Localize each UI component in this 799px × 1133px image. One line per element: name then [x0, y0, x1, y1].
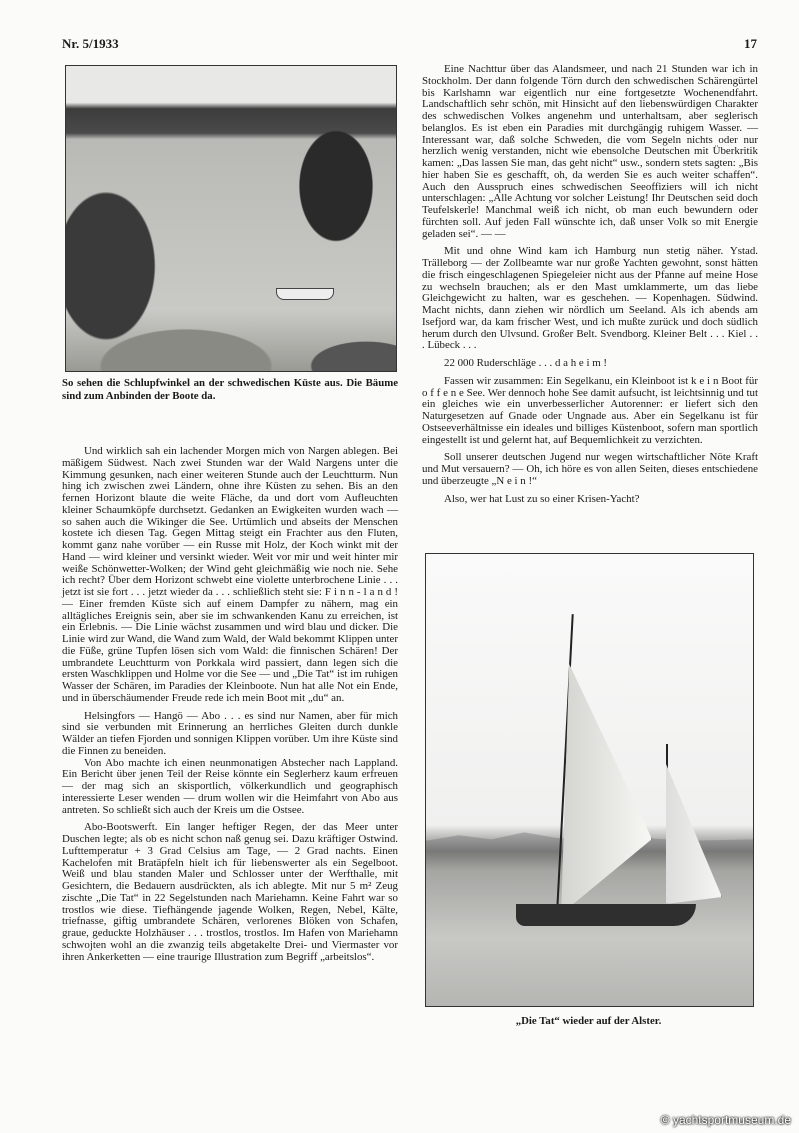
paragraph: Von Abo machte ich einen neunmonatigen Abstecher nach Lappland. Ein Bericht über jenen Teil der Reise könnte ein Seglerherz kaum erfreuen — der mag sich an skisportlich, völkerkundlich und geographisch interessierte Leser wenden — drum wollen wir die Heimfahrt von Abo aus antreten. So schließt sich auch der Kreis um die Ostsee.	[62, 756, 398, 816]
photo-caption-alster: „Die Tat“ wieder auf der Alster.	[515, 1015, 662, 1027]
mizzen-sail	[666, 764, 722, 904]
paragraph: Helsingfors — Hangö — Abo . . . es sind nur Namen, aber für mich sind sie verbunden mit Erinnerung an herrliches Gleiten durch dunkle Wälder an tiefen Fjorden und sonnigen Klippen vorüber. Um ihre Küste sind die Finnen zu beneiden.	[62, 709, 398, 757]
canoe-hull	[516, 904, 696, 926]
paragraph: Also, wer hat Lust zu so einer Krisen-Yacht?	[444, 492, 640, 505]
left-column	[62, 446, 398, 969]
photo-sailing-canoe	[425, 553, 754, 1007]
issue-number: Nr. 5/1933	[62, 36, 119, 51]
moored-boat	[276, 288, 334, 300]
watermark: © yachtsportmuseum.de	[660, 1113, 791, 1127]
photo-swedish-coast	[65, 65, 397, 372]
right-column	[422, 64, 758, 511]
paragraph: 22 000 Ruderschläge . . . d a h e i m !	[444, 357, 608, 369]
paragraph: Abo-Bootswerft. Ein langer heftiger Regen, der das Meer unter Duschen legte; als ob es nicht schon naß genug sei. Dazu kräftiger Ostwind. Lufttemperatur + 3 Grad Celsius am Tage, — 2 Grad nachts. Einen Kachelofen mit Bratäpfeln hielt ich für liebenswerter als ein Segelboot. Weiß und blau standen Maler und Schlosser unter der Werfthalle, mit Gesichtern, die Bedauern ausdrückten, als ich ablegte. Mit nur 5 m² Zeug zischte „Die Tat“ in 22 Segelstunden nach Mariehamn. Keine Fahrt war so trostlos wie diese. Tiefhängende jagende Wolken, Regen, Nebel, Kälte, triefnasse, giftig umbrandete Schären, verlorenes Blöken von Schafen, graue, geduckte Holzhäuser . . . trostlos, trostlos. Im Hafen von Mariehamn schwojten wohl an die zwanzig teils abgetakelte Drei- und Viermaster vor ihren Ankerketten — eine traurige Illustration zum Begriff „arbeitslos“.	[62, 821, 398, 963]
paragraph: Soll unserer deutschen Jugend nur wegen wirtschaftlicher Nöte Kraft und Mut versauern? — Oh, ich höre es von allen Seiten, dieses entschiedene und überzeugte „N e i n !“	[422, 451, 758, 487]
paragraph: Fassen wir zusammen: Ein Segelkanu, ein Kleinboot ist k e i n Boot für o f f e n e See. Wer dennoch hohe See damit aufsucht, ist leichtsinnig und tut ein gleiches wie ein unverbesserlicher Autorenner: er liefert sich den Naturgesetzen auf Gnade oder Ungnade aus. Aber ein Segelkanu ist für Ostseeverhältnisse ein ideales und billiges Küstenboot, sofern man sportlich eingestellt ist und gelernt hat, auf Bequemlichkeit zu verzichten.	[422, 374, 758, 446]
paragraph: Und wirklich sah ein lachender Morgen mich von Nargen ablegen. Bei mäßigem Südwest. Nach zwei Stunden war der Wald Nargens unter die Kimmung gesunken, nach einer weiteren Stunde auch der Leuchtturm. Nun hing ich zwischen zwei Ländern, ohne ihre Küsten zu sehen. Bis an den fernen Horizont blaute die weite Fläche, da und dort vom Aufleuchten kleiner Schaumköpfe durchsetzt. Gedanken an Ewigkeiten wurden wach — so sahen auch die Wikinger die See. Urtümlich und abseits der Menschen kostete ich diesen Tag. Gegen Mittag steigt ein Frachter aus den Fluten, kommt ganz nahe vorüber — ein Russe mit Holz, der Koch winkt mit der Hand — wird kleiner und versinkt wieder. Weit vor mir und weit hinter mir weiße Schönwetter-Wolken; der Wind geht gleichmäßig wie noch nie. Sehe ich recht? Über dem Horizont schwebt eine violette unterbrochene Linie . . . jetzt ist sie fort . . . jetzt wieder da . . . schließlich steht sie: F i n n - l a n d ! — Einer fremden Küste sich auf einem Dampfer zu nähern, mag ein alltägliches Ereignis sein, aber sie im schwankenden Kanu zu erreichen, ist ein Erlebnis. — Die Linie wächst zusammen und wird blau und dicker. Die Linie wird zur Wand, die Wand zum Wald, der Wald bekommt Klippen unter die Füße, grüne Tupfen lösen sich vom Wald: die finnischen Schären! Der umbrandete Leuchtturm von Porkkala wird passiert, dann legen sich die ersten Waschklippen und Holme vor die See — und „Die Tat“ ist im ruhigen Wasser der Schären, im Paradies der Kleinboote. Nun hat alle Not ein Ende, und in überschäumender Freude rede ich mein Boot mit „du“ an.	[62, 445, 398, 704]
page-number: 17	[744, 36, 757, 51]
paragraph: Mit und ohne Wind kam ich Hamburg nun stetig näher. Ystad. Trälleborg — der Zollbeamte war nur große Yachten gewohnt, sonst hätten die frisch eingeschlagenen Spiegeleier nicht aus der Pfanne auf meine Hose zu wechseln brauchen; als er den Mast umklammerte, um das liebe Gleichgewicht zu halten, war es geschehen. — Kopenhagen. Südwind. Macht nichts, dann ziehen wir nördlich um Seeland. Als ich abends am Isefjord war, da kam frischer West, und ich mußte zurück und doch südlich herum durch den Ulvsund. Großer Belt. Svendborg. Kleiner Belt . . . Kiel . . . Lübeck . . .	[422, 245, 758, 352]
paragraph: Eine Nachttur über das Alandsmeer, und nach 21 Stunden war ich in Stockholm. Der dann folgende Törn durch den schwedischen Schärengürtel bis Karlshamn war eigentlich nur eine fortgesetzte Wochenendfahrt. Landschaftlich sehr schön, mit Hinsicht auf den liebenswürdigen Charakter des schwedischen Volkes angenehm und unterhaltsam, aber seglerisch belanglos. Es ist eben ein Paradies mit durchgängig ruhigem Wasser. — Interessant war, daß solche Schweden, die vom Segeln nichts oder nur herzlich wenig verstanden, nicht wie ebensolche Deutschen mit Überkritik kamen: „Das lassen Sie man, das geht nicht“ usw., sondern stets sagten: „Bis hier haben Sie es geschafft, oh, da werden Sie es auch weiter schaffen“. Auch den Ausspruch eines schwedischen Seeoffiziers will ich nicht unterschlagen: „Alle Achtung vor solcher Leistung! Ihr Deutschen seid doch Teufelskerle! Manchmal weiß ich nicht, ob man euch bewundern oder fürchten soll. Auf jeden Fall wünschte ich, daß unser Volk so mit Energie geladen sei“. — —	[422, 63, 758, 240]
photo-caption-coast: So sehen die Schlupfwinkel an der schwedischen Küste aus. Die Bäume sind zum Anbinden der Boote da.	[62, 377, 398, 402]
